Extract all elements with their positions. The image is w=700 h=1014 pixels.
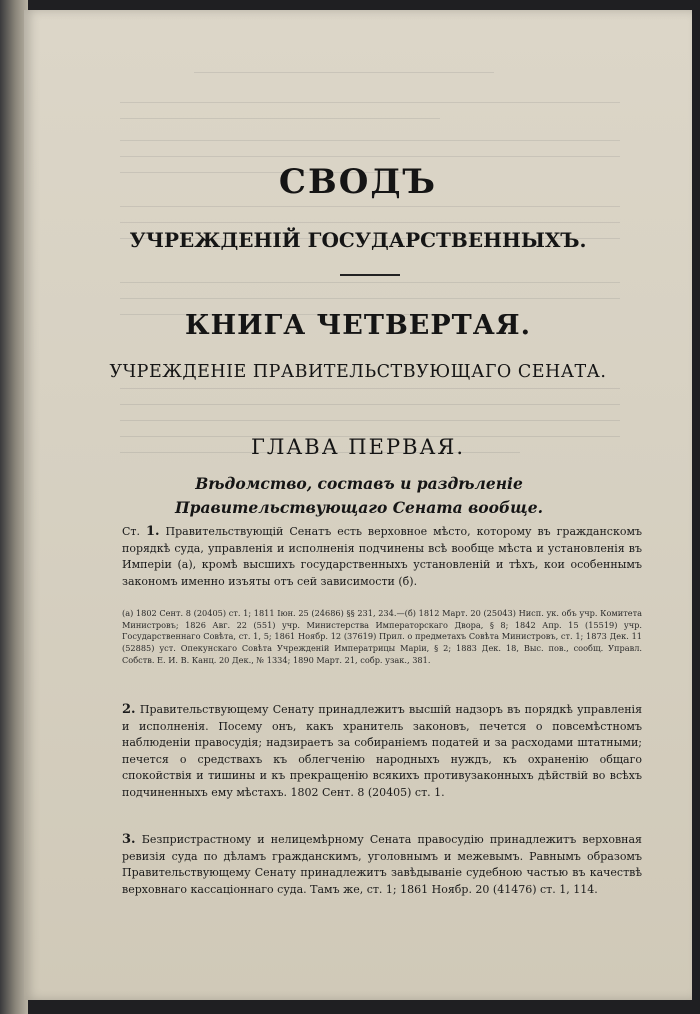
document-subtitle: УЧРЕЖДЕНІЙ ГОСУДАРСТВЕННЫХЪ. xyxy=(129,228,587,252)
article-1 xyxy=(122,524,642,590)
article-1-footnotes: (а) 1802 Сент. 8 (20405) ст. 1; 1811 Іюн. 25 (24686) §§ 231, 234.—(б) 1812 Март. 20 (25043) Нисп. ук. объ учр. Комитета Министровъ; 1826 Авг. 22 (551) учр. Министерства Императорскаго Двора, § 8; 1842 Апр. 15 (15519) учр. Государственнаго Совѣта, ст. 1, 5; 1861 Ноябр. 12 (37619) Прил. о предметахъ Совѣта Министровъ, ст. 1; 1873 Дек. 11 (52885) уст. Опекунскаго Совѣта Учрежденій Императрицы Маріи, § 2; 1883 Дек. 18, Выс. пов., сообщ. Управл. Собств. Е. И. В. Канц. 20 Дек., № 1334; 1890 Март. 21, собр. узак., 381. xyxy=(122,608,642,665)
article-2-text: Правительствующему Сенату принадлежитъ высшій надзоръ въ порядкѣ управленія и исполненія. Посему онъ, какъ хранитель законовъ, печется о повсемѣстномъ наблюденіи правосудія; надзираетъ за собираніемъ податей и за расходами штатными; печется о средствахъ къ облегченію народныхъ нуждъ, къ охраненію общаго спокойствія и тишины и къ прекращенію всякихъ противузаконныхъ дѣйствій во всѣхъ подчиненныхъ ему мѣстахъ. 1802 Сент. 8 (20405) ст. 1. xyxy=(122,703,643,799)
article-3-number: 3. xyxy=(122,832,136,847)
book-page xyxy=(24,10,692,1000)
article-1-text: Правительствующій Сенатъ есть верховное мѣсто, которому въ гражданскомъ порядкѣ суда, управленія и исполненія подчинены всѣ вообще мѣста и установленія въ Имперіи (а), кромѣ высшихъ государственныхъ установленій и тѣхъ, кои особеннымъ закономъ именно изъяты отъ сей зависимости (б). xyxy=(122,525,642,588)
article-1-prefix: Ст. xyxy=(122,525,140,538)
article-1-number: 1. xyxy=(145,524,160,539)
article-3 xyxy=(122,832,642,898)
article-2 xyxy=(122,702,642,801)
chapter-heading: ГЛАВА ПЕРВАЯ. xyxy=(250,435,466,459)
title-rule xyxy=(340,274,400,276)
institution-heading: УЧРЕЖДЕНІЕ ПРАВИТЕЛЬСТВУЮЩАГО СЕНАТА. xyxy=(109,362,607,382)
document-title: СВОДЪ xyxy=(278,162,438,202)
article-2-number: 2. xyxy=(122,702,136,717)
article-3-text: Безпристрастному и нелицемѣрному Сената правосудію принадлежитъ верховная ревизія суда по дѣламъ гражданскимъ, уголовнымъ и межевымъ. Равнымъ образомъ Правительствующему Сенату принадлежитъ завѣдываніе судебною частью въ качествѣ верховнаго кассаціоннаго суда. Тамъ же, ст. 1; 1861 Ноябр. 20 (41476) ст. 1, 114. xyxy=(122,833,642,896)
chapter-subheading: Вѣдомство, составъ и раздѣленіе Правительствующаго Сената вообще. xyxy=(175,474,543,517)
book-heading: КНИГА ЧЕТВЕРТАЯ. xyxy=(185,310,531,341)
